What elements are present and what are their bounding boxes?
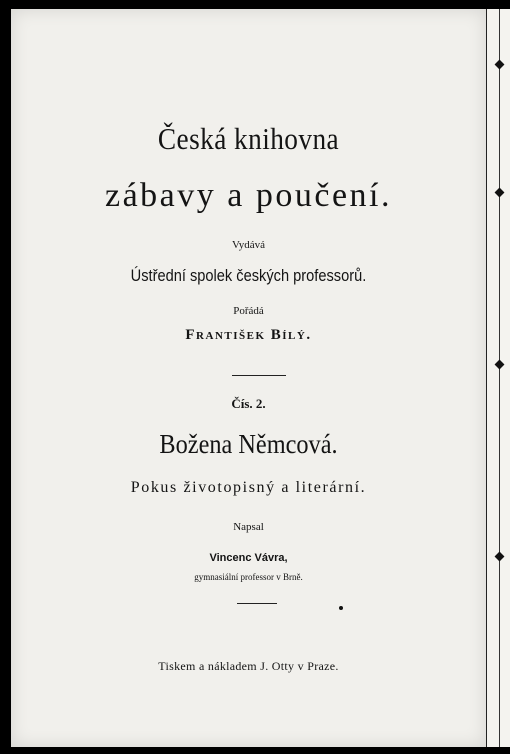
author-label: Napsal (233, 521, 264, 533)
author-name: Vincenc Vávra, (209, 552, 288, 564)
divider-rule (232, 375, 286, 376)
series-title-line1: Česká knihovna (157, 121, 340, 156)
editor-label: Pořádá (233, 305, 264, 317)
series-title-line2: zábavy a poučení. (105, 177, 392, 214)
binding-mark (495, 60, 505, 70)
ink-dot (339, 606, 343, 610)
binding-mark (495, 188, 505, 198)
binding-mark (495, 360, 505, 370)
publisher-label: Vydává (232, 239, 265, 251)
facing-page-edge (486, 9, 510, 747)
spine-line (499, 9, 500, 747)
printer-imprint: Tiskem a nákladem J. Otty v Praze. (158, 659, 339, 673)
title-page (11, 9, 486, 747)
author-role: gymnasiální professor v Brně. (194, 572, 303, 582)
book-subtitle: Pokus životopisný a literární. (130, 479, 367, 496)
binding-mark (495, 552, 505, 562)
editor-name: František Bílý. (185, 327, 312, 343)
publisher-name: Ústřední spolek českých professorů. (130, 266, 367, 285)
book-subject-title: Božena Němcová. (159, 429, 338, 459)
short-rule (237, 603, 277, 604)
volume-number: Čís. 2. (231, 396, 266, 411)
